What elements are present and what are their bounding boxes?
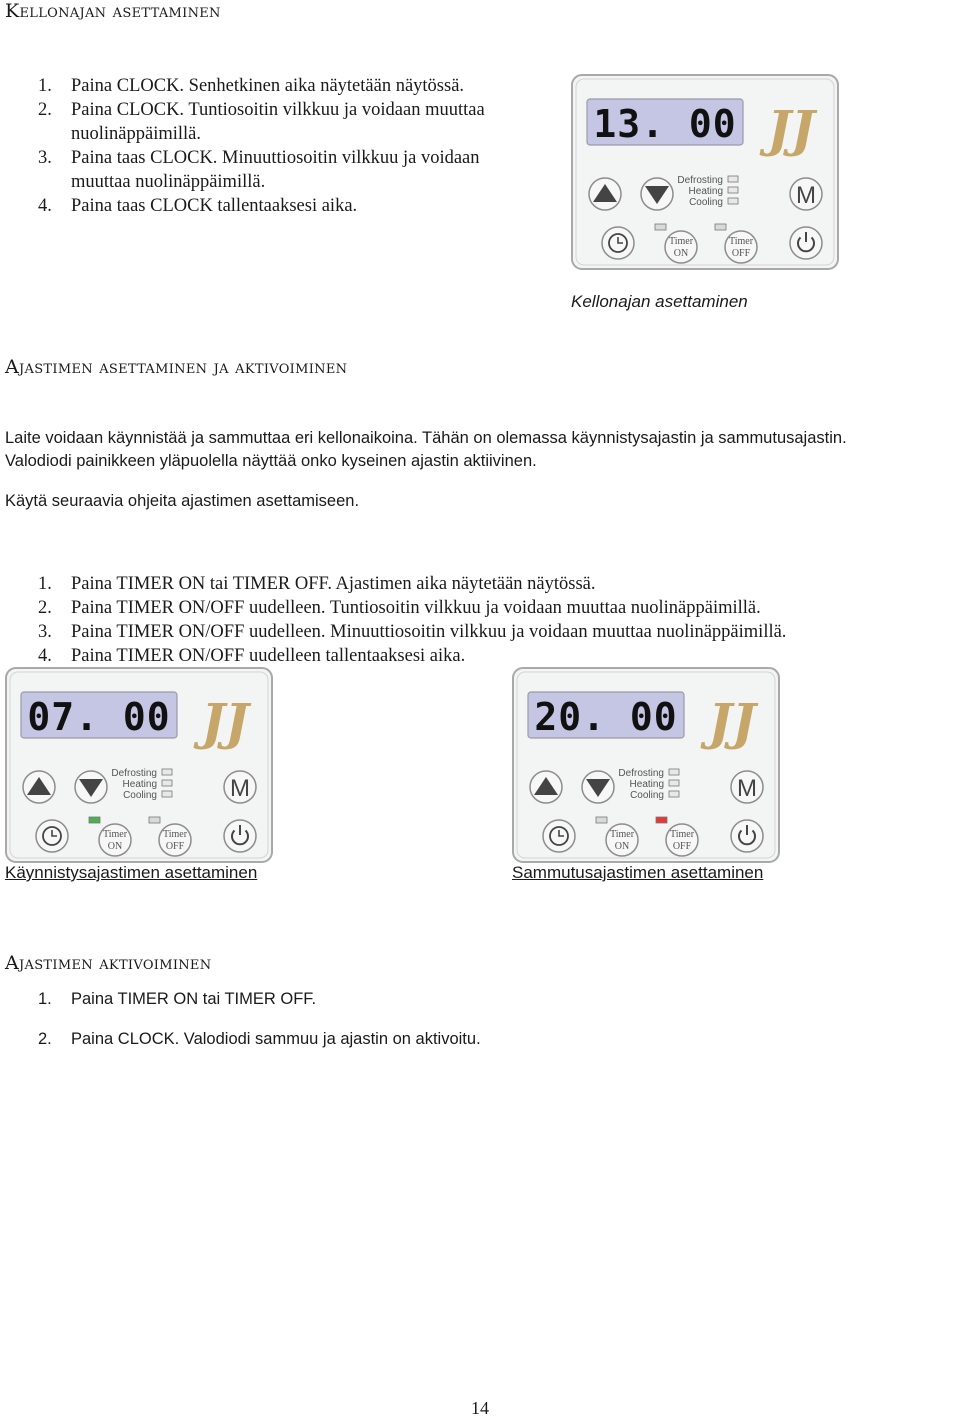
timer-on-label: Timer [668, 236, 694, 247]
lcd-time: 20. 00 [534, 695, 678, 739]
list-item [38, 596, 938, 620]
instructions-intro: Käytä seuraavia ohjeita ajastimen asettamiseen. [5, 492, 360, 510]
section-heading-timer: Ajastimen asettaminen ja aktivoiminen [5, 356, 348, 378]
step-number: 4. [38, 196, 52, 216]
section-heading-activate: Ajastimen aktivoiminen [5, 952, 212, 974]
cooling-label: Cooling [123, 790, 157, 801]
step-number: 1. [38, 76, 52, 96]
power-button [731, 820, 763, 852]
clock-steps-list [38, 74, 558, 218]
step-text: Paina TIMER ON/OFF uudelleen. Tuntiosoitin vilkkuu ja voidaan muuttaa nuolinäppäimillä. [71, 598, 761, 618]
panel-drawing [512, 667, 780, 863]
step-text: muuttaa nuolinäppäimillä. [71, 172, 266, 192]
step-text: Paina TIMER ON tai TIMER OFF. Ajastimen aika näytetään näytössä. [71, 574, 596, 594]
cooling-indicator [669, 791, 679, 797]
timer-off-label: Timer [669, 829, 695, 840]
heating-indicator [728, 187, 738, 193]
heating-indicator [162, 780, 172, 786]
defrosting-label: Defrosting [677, 175, 723, 186]
timer-off-state: OFF [731, 248, 751, 259]
list-item [38, 572, 938, 596]
panel-drawing [5, 667, 273, 863]
step-number: 2. [38, 100, 52, 120]
timer-off-state: OFF [165, 841, 185, 852]
brand-logo: JJ [201, 692, 249, 751]
power-button [790, 227, 822, 259]
step-text: Paina TIMER ON tai TIMER OFF. [71, 990, 317, 1008]
list-item [38, 194, 558, 218]
control-panel-clock [571, 74, 839, 270]
timer-off-label: Timer [162, 829, 188, 840]
brand-logo: JJ [708, 692, 756, 751]
control-panel-timer-on [5, 667, 273, 863]
activate-step-2 [38, 1030, 481, 1049]
timer-on-state: ON [614, 841, 630, 852]
step-number: 1. [38, 574, 52, 594]
step-text: Paina taas CLOCK. Minuuttiosoitin vilkkuu ja voidaan [71, 148, 480, 168]
step-number: 1. [38, 990, 52, 1008]
list-item [38, 620, 938, 644]
section-heading-clock: Kellonajan asettaminen [5, 0, 221, 22]
panel-drawing [571, 74, 839, 270]
control-panel-timer-off [512, 667, 780, 863]
heating-label: Heating [122, 779, 157, 790]
step-text: Paina TIMER ON/OFF uudelleen tallentaaksesi aika. [71, 646, 466, 666]
defrosting-label: Defrosting [618, 768, 664, 779]
timer-on-led [655, 224, 666, 230]
defrosting-indicator [162, 769, 172, 775]
heating-label: Heating [688, 186, 723, 197]
defrosting-indicator [669, 769, 679, 775]
timer-steps-list [38, 572, 938, 668]
step-text: nuolinäppäimillä. [71, 124, 201, 144]
timer-off-led [715, 224, 726, 230]
step-text: Paina CLOCK. Tuntiosoitin vilkkuu ja voidaan muuttaa [71, 100, 485, 120]
timer-off-label: Timer [728, 236, 754, 247]
heating-label: Heating [629, 779, 664, 790]
activate-step-1 [38, 990, 317, 1009]
timer-off-state: OFF [672, 841, 692, 852]
step-number: 4. [38, 646, 52, 666]
cooling-indicator [728, 198, 738, 204]
timer-off-led [656, 817, 667, 823]
timer-off-led [149, 817, 160, 823]
mode-label: M [230, 775, 250, 802]
mode-label: M [796, 182, 816, 209]
list-item [38, 98, 558, 146]
timer-on-led [596, 817, 607, 823]
step-text: Paina taas CLOCK tallentaaksesi aika. [71, 196, 358, 216]
intro-paragraph-line2: Valodiodi painikkeen yläpuolella näyttää onko kyseinen ajastin aktiivinen. [5, 452, 537, 470]
lcd-time: 07. 00 [27, 695, 171, 739]
lcd-time: 13. 00 [593, 102, 737, 146]
list-item [38, 146, 558, 194]
step-number: 3. [38, 148, 52, 168]
defrosting-label: Defrosting [111, 768, 157, 779]
timer-on-label: Timer [609, 829, 635, 840]
step-number: 2. [38, 1030, 52, 1048]
defrosting-indicator [728, 176, 738, 182]
timer-on-state: ON [107, 841, 123, 852]
heating-indicator [669, 780, 679, 786]
step-number: 3. [38, 622, 52, 642]
page-number: 14 [471, 1398, 489, 1418]
timer-on-led [89, 817, 100, 823]
power-button [224, 820, 256, 852]
timer-on-state: ON [673, 248, 689, 259]
step-text: Paina TIMER ON/OFF uudelleen. Minuuttiosoitin vilkkuu ja voidaan muuttaa nuolinäppäimillä. [71, 622, 787, 642]
intro-paragraph-line1: Laite voidaan käynnistää ja sammuttaa eri kellonaikoina. Tähän on olemassa käynnistysajastin ja sammutusajastin. [5, 429, 847, 447]
caption-timer-off: Sammutusajastimen asettaminen [512, 863, 764, 882]
step-text: Paina CLOCK. Senhetkinen aika näytetään näytössä. [71, 76, 465, 96]
mode-label: M [737, 775, 757, 802]
step-text: Paina CLOCK. Valodiodi sammuu ja ajastin on aktivoitu. [71, 1030, 481, 1048]
step-number: 2. [38, 598, 52, 618]
list-item [38, 644, 938, 668]
timer-on-label: Timer [102, 829, 128, 840]
list-item [38, 74, 558, 98]
caption-clock: Kellonajan asettaminen [571, 292, 748, 311]
cooling-label: Cooling [630, 790, 664, 801]
brand-logo: JJ [767, 99, 815, 158]
caption-timer-on: Käynnistysajastimen asettaminen [5, 863, 258, 882]
cooling-indicator [162, 791, 172, 797]
cooling-label: Cooling [689, 197, 723, 208]
